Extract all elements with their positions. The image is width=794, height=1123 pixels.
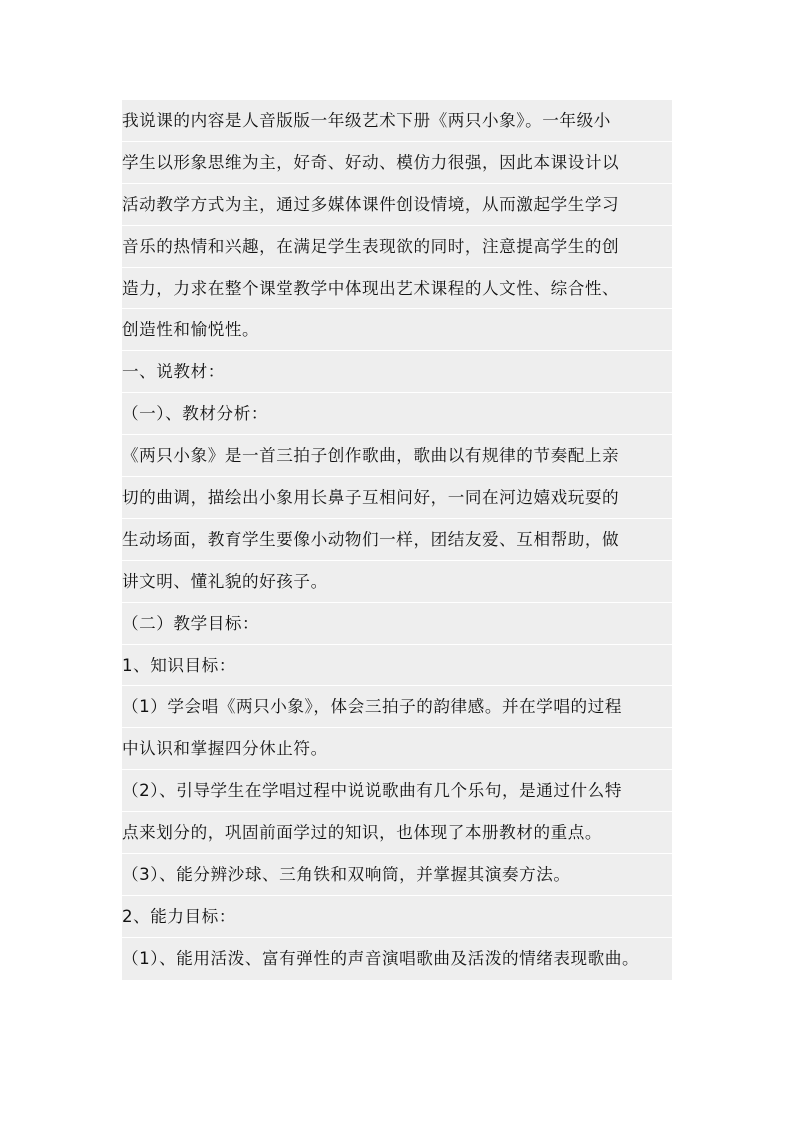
paragraph-line: 学生以形象思维为主，好奇、好动、模仿力很强，因此本课设计以 [122,142,672,184]
paragraph-line: 音乐的热情和兴趣，在满足学生表现欲的同时，注意提高学生的创 [122,226,672,268]
subsection-heading: （二）教学目标： [122,603,672,645]
paragraph-line: 创造性和愉悦性。 [122,309,672,351]
section-heading: 一、说教材： [122,351,672,393]
subsection-heading: 2、能力目标： [122,896,672,938]
paragraph-line: （3）、能分辨沙球、三角铁和双响筒，并掌握其演奏方法。 [122,854,672,896]
paragraph-line: （2）、引导学生在学唱过程中说说歌曲有几个乐句，是通过什么特 [122,770,672,812]
paragraph-line: 生动场面，教育学生要像小动物们一样，团结友爱、互相帮助，做 [122,519,672,561]
paragraph-line: 《两只小象》是一首三拍子创作歌曲，歌曲以有规律的节奏配上亲 [122,435,672,477]
paragraph-line: 点来划分的，巩固前面学过的知识，也体现了本册教材的重点。 [122,812,672,854]
subsection-heading: （一）、教材分析： [122,393,672,435]
paragraph-line: （1）、能用活泼、富有弹性的声音演唱歌曲及活泼的情绪表现歌曲。 [122,948,640,968]
paragraph-line: 活动教学方式为主，通过多媒体课件创设情境，从而激起学生学习 [122,184,672,226]
paragraph-line: 中认识和掌握四分休止符。 [122,728,672,770]
paragraph-line: （1）学会唱《两只小象》，体会三拍子的韵律感。并在学唱的过程 [122,686,672,728]
paragraph-line: 我说课的内容是人音版版一年级艺术下册《两只小象》。一年级小 [122,100,672,142]
document-body [122,100,672,980]
paragraph-line: 讲文明、懂礼貌的好孩子。 [122,561,672,603]
subsection-heading: 1、知识目标： [122,645,672,687]
paragraph-line: 造力，力求在整个课堂教学中体现出艺术课程的人文性、综合性、 [122,268,672,310]
paragraph-line: 切的曲调，描绘出小象用长鼻子互相问好，一同在河边嬉戏玩耍的 [122,477,672,519]
